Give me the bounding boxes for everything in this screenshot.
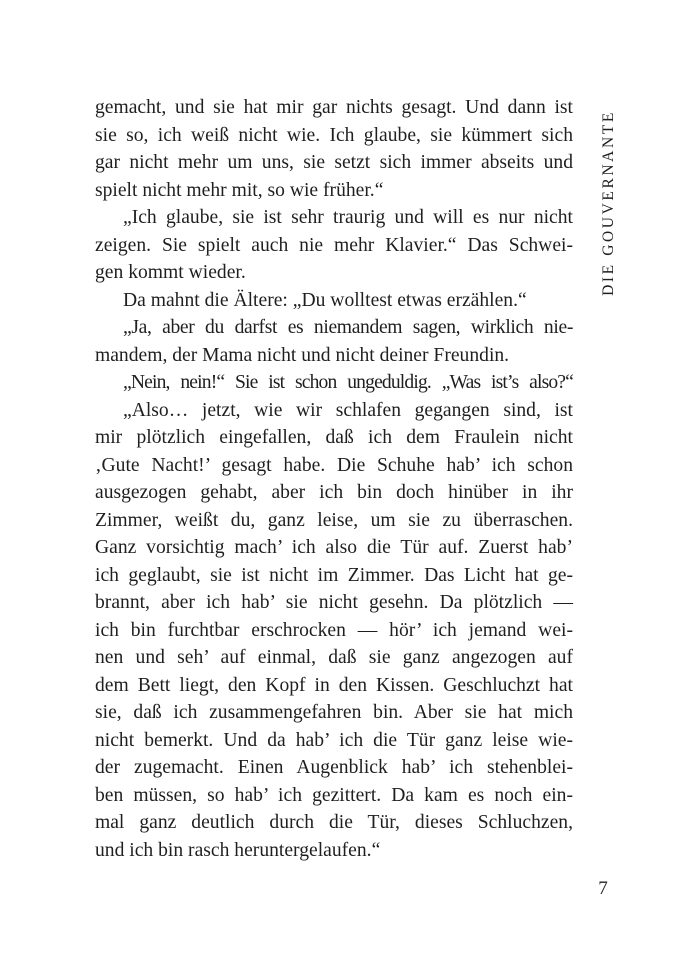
text-line: der zugemacht. Einen Augenblick hab’ ich stehenblei-: [95, 757, 573, 778]
text-line: Da mahnt die Ältere: „Du wolltest etwas erzählen.“: [123, 289, 527, 311]
text-line: „Also… jetzt, wie wir schlafen gegangen sind, ist: [123, 399, 573, 421]
text-line: ich geglaubt, sie ist nicht im Zimmer. Das Licht hat ge-: [95, 564, 573, 586]
text-line: ‚Gute Nacht!’ gesagt habe. Die Schuhe hab’ ich schon: [95, 454, 573, 476]
text-line: ich bin furchtbar erschrocken — hör’ ich jemand wei-: [95, 619, 573, 641]
text-line: Zimmer, weißt du, ganz leise, um sie zu überraschen.: [95, 509, 573, 531]
text-line: nen und seh’ auf einmal, daß sie ganz angezogen auf: [95, 647, 573, 668]
text-line: mandem, der Mama nicht und nicht deiner Freundin.: [95, 344, 510, 366]
text-line: spielt nicht mehr mit, so wie früher.“: [95, 179, 384, 201]
text-line: gen kommt wieder.: [95, 262, 246, 283]
text-line: dem Bett liegt, den Kopf in den Kissen. Geschluchzt hat: [95, 674, 573, 696]
text-line: ausgezogen gehabt, aber ich bin doch hinüber in ihr: [95, 482, 573, 503]
page-number: 7: [598, 878, 608, 899]
text-line: „Ich glaube, sie ist sehr traurig und will es nur nicht: [123, 207, 573, 228]
running-head-title: DIE GOUVERNANTE: [600, 109, 617, 296]
text-line: ben müssen, so hab’ ich gezittert. Da kam es noch ein-: [95, 784, 573, 806]
text-line: nicht bemerkt. Und da hab’ ich die Tür ganz leise wie-: [95, 729, 573, 751]
running-head: [594, 100, 624, 305]
text-line: zeigen. Sie spielt auch nie mehr Klavier.“ Das Schwei-: [95, 234, 573, 256]
text-line: „Nein, nein!“ Sie ist schon ungeduldig. „Was ist’s also?“: [123, 372, 573, 393]
text-line: „Ja, aber du darfst es niemandem sagen, wirklich nie-: [123, 317, 573, 338]
text-line: gemacht, und sie hat mir gar nichts gesagt. Und dann ist: [95, 97, 573, 118]
text-line: sie, daß ich zusammengefahren bin. Aber sie hat mich: [95, 702, 573, 723]
text-line: mal ganz deutlich durch die Tür, dieses Schluchzen,: [95, 812, 573, 833]
text-line: brannt, aber ich hab’ sie nicht gesehn. Da plötzlich —: [95, 592, 573, 613]
text-line: Ganz vorsichtig mach’ ich also die Tür auf. Zuerst hab’: [95, 537, 573, 558]
text-line: und ich bin rasch heruntergelaufen.“: [95, 839, 381, 861]
text-line: gar nicht mehr um uns, sie setzt sich immer abseits und: [95, 152, 573, 173]
text-line: mir plötzlich eingefallen, daß ich dem Fraulein nicht: [95, 427, 573, 448]
text-line: sie so, ich weiß nicht wie. Ich glaube, sie kümmert sich: [95, 124, 573, 146]
